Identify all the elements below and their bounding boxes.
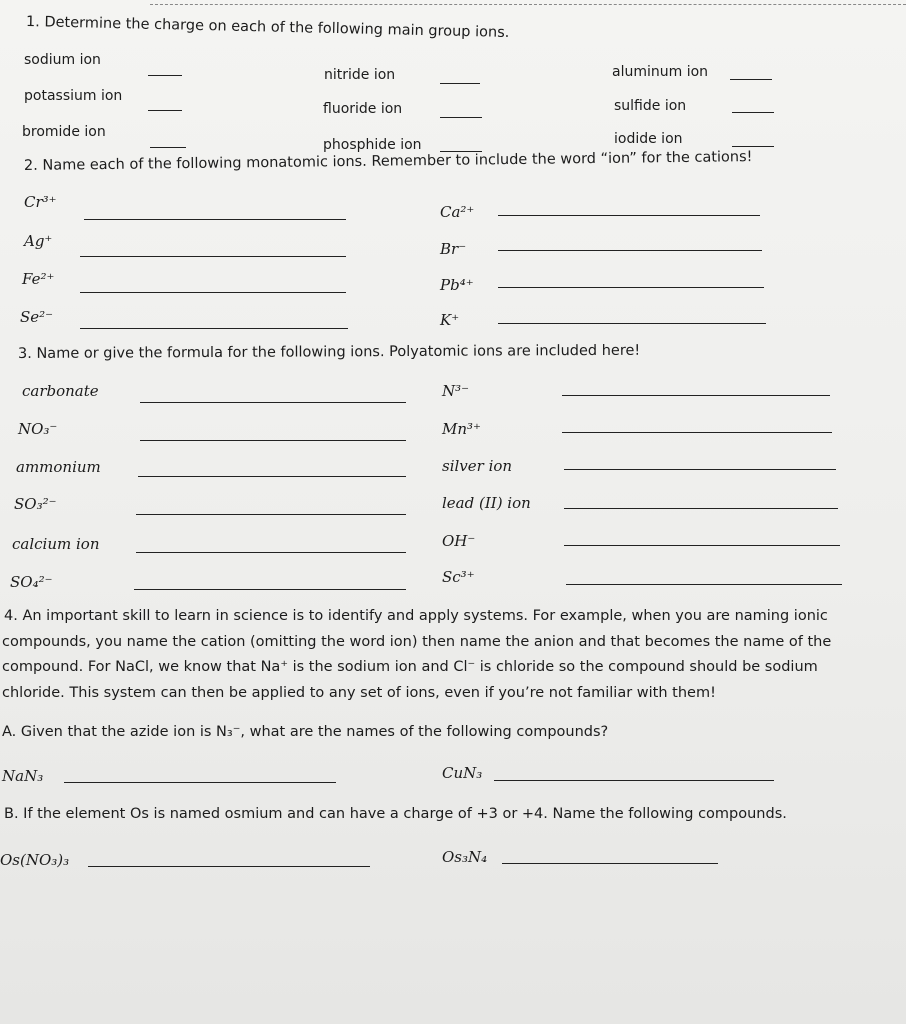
- question-4-paragraph: [2, 604, 906, 706]
- answer-blank[interactable]: [498, 215, 760, 216]
- q1-item: sodium ion: [24, 52, 101, 68]
- q3-item: N³⁻: [442, 382, 470, 400]
- answer-blank[interactable]: [440, 83, 480, 84]
- question-4-line: 4. An important skill to learn in science is to identify and apply systems. For example, when you are naming ionic: [4, 608, 828, 624]
- q1-item: potassium ion: [24, 88, 123, 104]
- q3-item: Sc³⁺: [442, 568, 475, 586]
- answer-blank[interactable]: [134, 589, 406, 590]
- answer-blank[interactable]: [494, 780, 774, 781]
- answer-blank[interactable]: [80, 292, 346, 293]
- answer-blank[interactable]: [84, 219, 346, 220]
- answer-blank[interactable]: [148, 75, 182, 76]
- answer-blank[interactable]: [564, 469, 836, 470]
- answer-blank[interactable]: [564, 508, 838, 509]
- q1-item: aluminum ion: [612, 64, 709, 80]
- question-4-line: compound. For NaCl, we know that Na⁺ is the sodium ion and Cl⁻ is chloride so the compound should be sodium: [2, 659, 818, 675]
- q2-item: K⁺: [440, 311, 460, 329]
- q2-item: Se²⁻: [20, 308, 54, 326]
- q3-item: calcium ion: [12, 535, 100, 553]
- answer-blank[interactable]: [502, 863, 718, 864]
- answer-blank[interactable]: [136, 552, 406, 553]
- q1-item: fluoride ion: [323, 101, 403, 117]
- q3-item: SO₃²⁻: [14, 495, 57, 513]
- q1-item: sulfide ion: [614, 98, 687, 114]
- answer-blank[interactable]: [150, 147, 186, 148]
- question-3-title: 3. Name or give the formula for the following ions. Polyatomic ions are included here!: [17, 342, 641, 362]
- question-4-line: compounds, you name the cation (omitting the word ion) then name the anion and that becomes the name of the: [2, 633, 832, 650]
- answer-blank[interactable]: [80, 328, 348, 329]
- answer-blank[interactable]: [80, 256, 346, 257]
- answer-blank[interactable]: [136, 514, 406, 515]
- part-b-item: Os(NO₃)₃: [0, 851, 70, 869]
- answer-blank[interactable]: [562, 395, 830, 396]
- q1-item: phosphide ion: [323, 137, 422, 153]
- q3-item: NO₃⁻: [18, 420, 58, 438]
- q3-item: lead (II) ion: [442, 494, 531, 512]
- answer-blank[interactable]: [498, 323, 766, 324]
- answer-blank[interactable]: [732, 146, 774, 147]
- answer-blank[interactable]: [562, 432, 832, 433]
- answer-blank[interactable]: [732, 112, 774, 113]
- q3-item: OH⁻: [442, 532, 476, 550]
- q2-item: Pb⁴⁺: [440, 276, 474, 294]
- q1-item: nitride ion: [324, 67, 396, 83]
- q2-item: Cr³⁺: [24, 193, 57, 211]
- q3-item: silver ion: [442, 457, 513, 475]
- q1-item: iodide ion: [614, 131, 683, 147]
- answer-blank[interactable]: [730, 79, 772, 80]
- q2-item: Br⁻: [440, 240, 467, 258]
- q3-item: carbonate: [22, 382, 99, 400]
- part-a-item: CuN₃: [442, 764, 483, 782]
- q2-item: Fe²⁺: [22, 270, 55, 288]
- part-a-title: A. Given that the azide ion is N₃⁻, what are the names of the following compounds?: [2, 724, 609, 740]
- question-1-title: 1. Determine the charge on each of the following main group ions.: [25, 14, 510, 41]
- answer-blank[interactable]: [564, 545, 840, 546]
- answer-blank[interactable]: [64, 782, 336, 783]
- part-b-title: B. If the element Os is named osmium and can have a charge of +3 or +4. Name the following compounds.: [4, 806, 787, 822]
- answer-blank[interactable]: [566, 584, 842, 585]
- answer-blank[interactable]: [138, 476, 406, 477]
- q3-item: SO₄²⁻: [10, 573, 53, 591]
- q1-item: bromide ion: [22, 124, 106, 140]
- top-divider: [150, 4, 906, 5]
- answer-blank[interactable]: [140, 440, 406, 441]
- answer-blank[interactable]: [148, 110, 182, 111]
- answer-blank[interactable]: [440, 117, 482, 118]
- q3-item: Mn³⁺: [442, 420, 481, 438]
- q3-item: ammonium: [16, 458, 101, 476]
- answer-blank[interactable]: [140, 402, 406, 403]
- part-a-item: NaN₃: [2, 767, 44, 785]
- q2-item: Ca²⁺: [440, 203, 475, 221]
- part-b-item: Os₃N₄: [442, 848, 488, 866]
- q2-item: Ag⁺: [24, 232, 53, 250]
- question-4-line: chloride. This system can then be applied to any set of ions, even if you’re not familiar with them!: [2, 684, 716, 701]
- answer-blank[interactable]: [88, 866, 370, 867]
- answer-blank[interactable]: [498, 287, 764, 288]
- question-2-title: 2. Name each of the following monatomic ions. Remember to include the word “ion” for the cations!: [23, 149, 753, 174]
- answer-blank[interactable]: [498, 250, 762, 251]
